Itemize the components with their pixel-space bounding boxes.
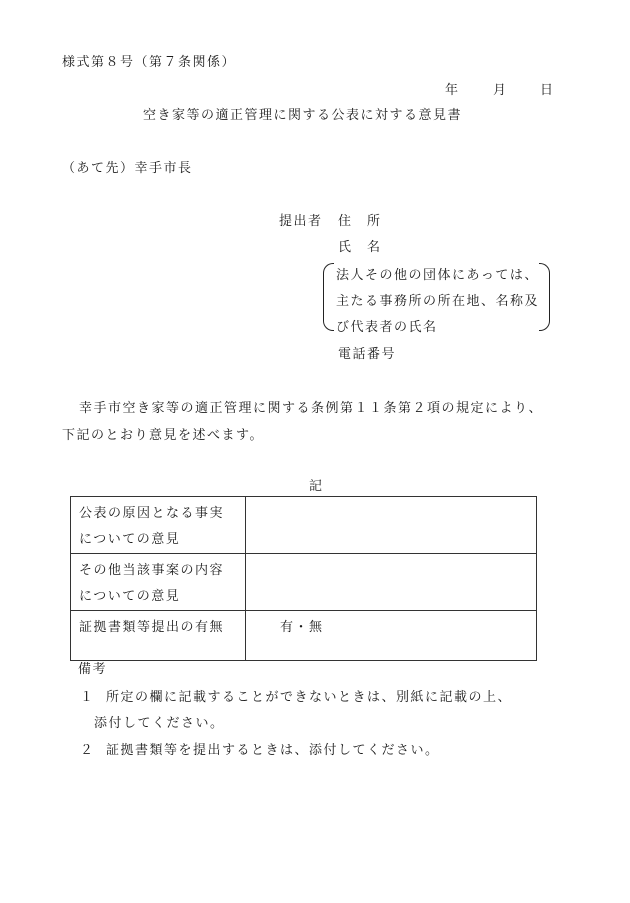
row-label: 公表の原因となる事実 についての意見 (71, 497, 246, 554)
row-label: 証拠書類等提出の有無 (71, 611, 246, 661)
date-day: 日 (540, 83, 554, 98)
note-1-line-2: 添付してください。 (94, 716, 225, 731)
addressee: （あて先）幸手市長 (62, 161, 193, 176)
phone-label: 電話番号 (338, 347, 397, 362)
row-label: その他当該事案の内容 についての意見 (71, 554, 246, 611)
left-bracket (323, 263, 334, 331)
note-number-1: １ (80, 690, 94, 705)
record-heading: 記 (309, 479, 323, 494)
corporate-note-line-2: 主たる事務所の所在地、名称及 (336, 294, 540, 309)
opinion-field[interactable] (246, 497, 537, 554)
case-content-field[interactable] (246, 554, 537, 611)
date-month: 月 (493, 83, 507, 98)
table-row (71, 497, 537, 554)
notes-heading: 備考 (78, 662, 108, 677)
corporate-note-line-3: び代表者の氏名 (336, 320, 438, 335)
evidence-field[interactable]: 有・無 (246, 611, 537, 661)
body-line-1: 幸手市空き家等の適正管理に関する条例第１１条第２項の規定により、 (79, 401, 544, 416)
corporate-note-line-1: 法人その他の団体にあっては、 (336, 268, 539, 283)
note-2-line-1: 証拠書類等を提出するときは、添付してください。 (106, 743, 440, 758)
table-row (71, 554, 537, 611)
submitter-label: 提出者 (279, 214, 323, 229)
body-line-2: 下記のとおり意見を述べます。 (62, 428, 264, 443)
form-number: 様式第８号（第７条関係） (62, 55, 237, 70)
right-bracket (539, 263, 550, 331)
address-label: 住 所 (338, 214, 382, 229)
date-year: 年 (445, 83, 459, 98)
opinion-table (70, 496, 537, 661)
table-row (71, 611, 537, 661)
note-1-line-1: 所定の欄に記載することができないときは、別紙に記載の上、 (106, 690, 513, 705)
note-number-2: ２ (80, 743, 94, 758)
document-title: 空き家等の適正管理に関する公表に対する意見書 (143, 108, 463, 123)
name-label: 氏 名 (338, 240, 382, 255)
